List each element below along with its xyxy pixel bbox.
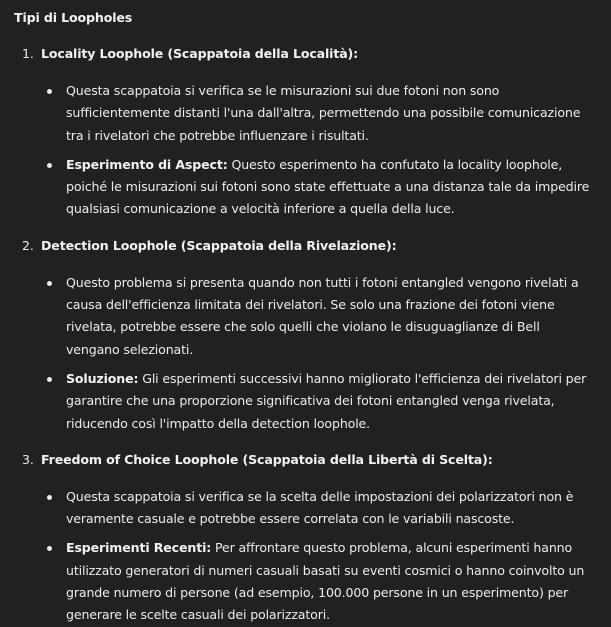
section-freedom-of-choice (14, 451, 597, 627)
bullet-text: Questa scappatoia si verifica se la scelta delle impostazioni dei polarizzatori non è veramente casuale e potrebbe essere correlata con le variabili nascoste. (66, 488, 574, 527)
bullet-dot-icon (47, 377, 52, 382)
section-title (14, 45, 597, 63)
list-item (14, 154, 597, 221)
bullet-text: Per affrontare questo problema, alcuni esperimenti hanno utilizzato generatori di numeri casuali basati su eventi cosmici o hanno coinvolto un grande numero di persone (ad esempio, 100.000 persone in un esperimento) per generare le scelte casuali dei polarizzatori. (66, 540, 585, 623)
section-title (14, 237, 597, 255)
list-item (14, 486, 597, 531)
section-number: 3. (22, 451, 34, 467)
section-title-text: Freedom of Choice Loophole (Scappatoia della Libertà di Scelta): (41, 451, 493, 467)
list-item (14, 537, 597, 626)
bullet-text: Questo esperimento ha confutato la locality loophole, poiché le misurazioni sui fotoni sono state effettuate a una distanza tale da impedire qualsiasi comunicazione a velocità inferiore a quella della luce. (66, 156, 590, 217)
list-item (14, 368, 597, 435)
bullet-dot-icon (47, 163, 52, 168)
bullet-dot-icon (47, 89, 52, 94)
bullet-list (14, 272, 597, 435)
list-item (14, 272, 597, 361)
bullet-text: Gli esperimenti successivi hanno migliorato l'efficienza dei rivelatori per garantire che una proporzione significativa dei fotoni entangled venga rivelata, riducendo così l'impatto della detection loophole. (66, 370, 587, 431)
bullet-text: Questa scappatoia si verifica se le misurazioni sui due fotoni non sono sufficientemente distanti l'una dall'altra, permettendo una possibile comunicazione tra i rivelatori che potrebbe influenzare i risultati. (66, 83, 581, 143)
section-title-text: Detection Loophole (Scappatoia della Rivelazione): (41, 237, 397, 253)
section-detection (14, 237, 597, 435)
bullet-dot-icon (47, 281, 52, 286)
section-title (14, 451, 597, 469)
bullet-label: Soluzione: (66, 370, 139, 386)
section-title-text: Locality Loophole (Scappatoia della Località): (41, 46, 359, 61)
bullet-dot-icon (47, 546, 52, 551)
section-number: 2. (22, 237, 34, 253)
section-locality (14, 45, 597, 221)
bullet-text: Questo problema si presenta quando non tutti i fotoni entangled vengono rivelati a causa dell'efficienza limitata dei rivelatori. Se solo una frazione dei fotoni viene rivelata, potrebbe essere che solo quelli che violano le disuguaglianze di Bell vengano selezionati. (66, 274, 579, 357)
bullet-list (14, 80, 597, 221)
bullet-list (14, 486, 597, 627)
bullet-dot-icon (47, 495, 52, 500)
bullet-label: Esperimento di Aspect: (66, 156, 228, 172)
bullet-label: Esperimenti Recenti: (66, 540, 212, 556)
section-number: 1. (22, 46, 34, 61)
list-item (14, 80, 597, 147)
page-heading: Tipi di Loopholes (14, 10, 133, 25)
